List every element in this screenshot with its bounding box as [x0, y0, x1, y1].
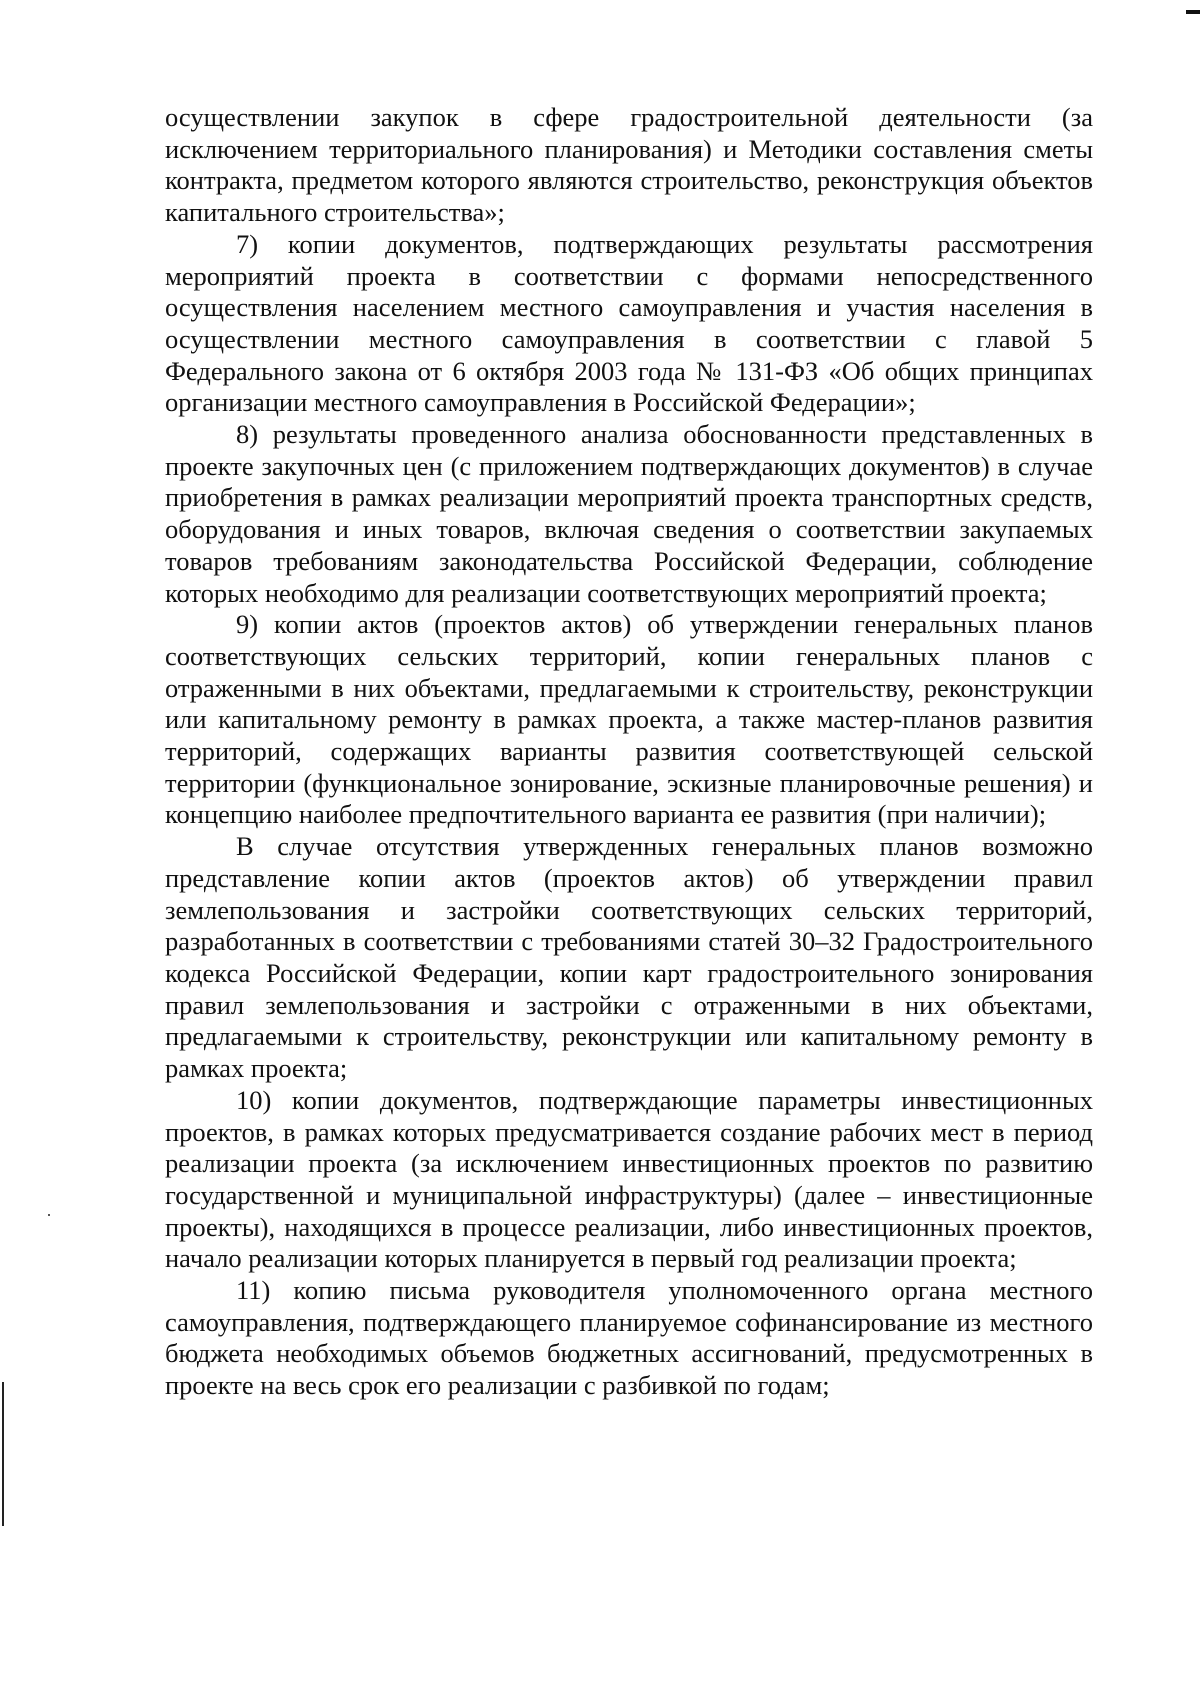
paragraph-item-7: 7) копии документов, подтверждающих результаты рассмотрения мероприятий проекта в соответствии с формами непосредственного осуществления населением местного самоуправления и участия населения в осуществлении местного самоуправления в соответствии с главой 5 Федерального закона от 6 октября 2003 года № 131-ФЗ «Об общих принципах организации местного самоуправления в Российской Федерации»; [165, 228, 1093, 418]
document-body [165, 102, 1093, 1402]
paragraph-item-9: 9) копии актов (проектов актов) об утверждении генеральных планов соответствующих сельских территорий, копии генеральных планов с отраженными в них объектами, предлагаемыми к строительству, реконструкции или капитальному ремонту в рамках проекта, а также мастер-планов развития территорий, содержащих варианты развития соответствующей сельской территории (функциональное зонирование, эскизные планировочные решения) и концепцию наиболее предпочтительного варианта ее развития (при наличии); [165, 609, 1093, 830]
paragraph-item-8: 8) результаты проведенного анализа обоснованности представленных в проекте закупочных цен (с приложением подтверждающих документов) в случае приобретения в рамках реализации мероприятий проекта транспортных средств, оборудования и иных товаров, включая сведения о соответствии закупаемых товаров требованиям законодательства Российской Федерации, соблюдение которых необходимо для реализации соответствующих мероприятий проекта; [165, 419, 1093, 608]
paragraph-continuation: осуществлении закупок в сфере градостроительной деятельности (за исключением территориального планирования) и Методики составления сметы контракта, предметом которого являются строительство, реконструкция объектов капитального строительства»; [165, 102, 1093, 228]
paragraph-item-11: 11) копию письма руководителя уполномоченного органа местного самоуправления, подтверждающего планируемое софинансирование из местного бюджета необходимых объемов бюджетных ассигнований, предусмотренных в проекте на весь срок его реализации с разбивкой по годам; [165, 1275, 1093, 1401]
page-edge-mark [1186, 10, 1200, 14]
scan-margin-line [2, 1382, 4, 1526]
scan-speck [48, 1214, 50, 1216]
paragraph-item-9-note: В случае отсутствия утвержденных генеральных планов возможно представление копии актов (проектов актов) об утверждении правил землепользования и застройки соответствующих сельских территорий, разработанных в соответствии с требованиями статей 30–32 Градостроительного кодекса Российской Федерации, копии карт градостроительного зонирования правил землепользования и застройки с отраженными в них объектами, предлагаемыми к строительству, реконструкции или капитальному ремонту в рамках проекта; [165, 831, 1093, 1084]
paragraph-item-10: 10) копии документов, подтверждающие параметры инвестиционных проектов, в рамках которых предусматривается создание рабочих мест в период реализации проекта (за исключением инвестиционных проектов по развитию государственной и муниципальной инфраструктуры) (далее – инвестиционные проекты), находящихся в процессе реализации, либо инвестиционных проектов, начало реализации которых планируется в первый год реализации проекта; [165, 1084, 1093, 1274]
